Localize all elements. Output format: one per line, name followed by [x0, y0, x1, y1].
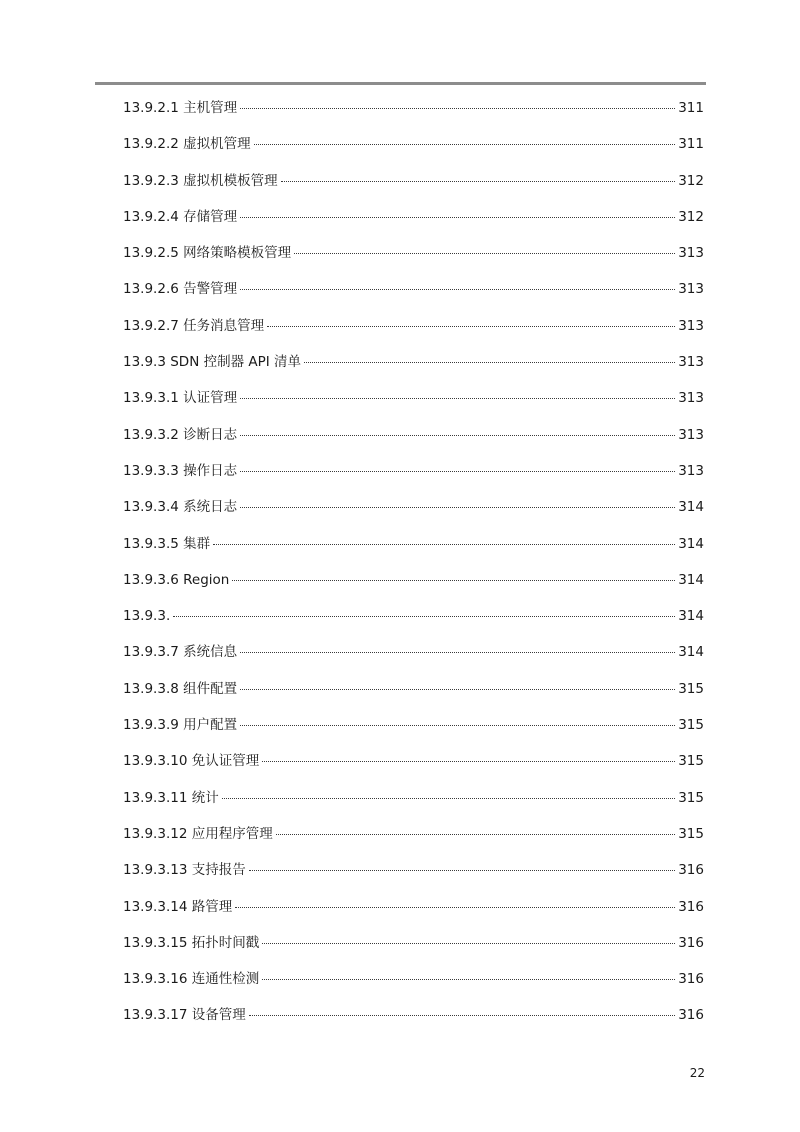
toc-entry-page: 315	[678, 717, 704, 734]
toc-entry-page: 313	[678, 245, 704, 262]
toc-entry-title: 13.9.3.8 组件配置	[123, 680, 238, 697]
toc-entry-page: 316	[678, 971, 704, 988]
toc-entry-page: 313	[678, 390, 704, 407]
toc-entry-page: 311	[678, 100, 704, 116]
toc-dot-leader	[304, 352, 675, 363]
toc-entry[interactable]	[123, 822, 704, 858]
toc-dot-leader	[262, 751, 675, 762]
toc-entry[interactable]	[123, 495, 704, 531]
table-of-contents	[123, 96, 704, 1040]
toc-dot-leader	[262, 933, 675, 944]
toc-dot-leader	[240, 461, 675, 472]
toc-dot-leader	[240, 497, 675, 508]
toc-dot-leader	[235, 897, 675, 908]
toc-entry-title: 13.9.3.	[123, 608, 171, 625]
toc-entry-title: 13.9.2.6 告警管理	[123, 281, 238, 298]
toc-entry-title: 13.9.3.13 支持报告	[123, 862, 246, 879]
toc-entry-page: 313	[678, 281, 704, 298]
page-number: 22	[689, 1066, 705, 1080]
toc-entry-title: 13.9.3.14 路管理	[123, 898, 233, 915]
toc-entry[interactable]	[123, 604, 704, 640]
toc-entry-title: 13.9.2.3 虚拟机模板管理	[123, 172, 278, 189]
toc-entry[interactable]	[123, 640, 704, 676]
toc-dot-leader	[249, 860, 676, 871]
toc-entry[interactable]	[123, 967, 704, 1003]
toc-entry-page: 313	[678, 317, 704, 334]
toc-entry-title: 13.9.3 SDN 控制器 API 清单	[123, 354, 302, 371]
toc-entry[interactable]	[123, 96, 704, 132]
toc-entry[interactable]	[123, 169, 704, 205]
toc-entry-page: 316	[678, 1007, 704, 1024]
toc-entry[interactable]	[123, 786, 704, 822]
toc-dot-leader	[254, 134, 676, 145]
toc-dot-leader	[232, 570, 675, 581]
toc-entry-title: 13.9.2.7 任务消息管理	[123, 317, 265, 334]
toc-entry-page: 316	[678, 898, 704, 915]
toc-dot-leader	[240, 98, 675, 109]
toc-entry-title: 13.9.3.9 用户配置	[123, 717, 238, 734]
toc-entry-page: 312	[678, 172, 704, 189]
toc-entry[interactable]	[123, 749, 704, 785]
toc-entry[interactable]	[123, 350, 704, 386]
toc-entry[interactable]	[123, 677, 704, 713]
toc-entry-title: 13.9.3.4 系统日志	[123, 499, 238, 516]
toc-entry[interactable]	[123, 314, 704, 350]
toc-entry-title: 13.9.3.11 统计	[123, 789, 219, 806]
toc-entry-title: 13.9.3.1 认证管理	[123, 390, 238, 407]
toc-dot-leader	[240, 279, 675, 290]
toc-entry-page: 314	[678, 535, 704, 552]
toc-entry-title: 13.9.3.5 集群	[123, 535, 211, 552]
toc-entry-title: 13.9.3.3 操作日志	[123, 462, 238, 479]
toc-dot-leader	[240, 642, 675, 653]
toc-entry-page: 316	[678, 934, 704, 951]
toc-entry-page: 314	[678, 608, 704, 625]
toc-entry-page: 314	[678, 571, 704, 588]
toc-entry[interactable]	[123, 1003, 704, 1039]
toc-entry-title: 13.9.3.15 拓扑时间戳	[123, 934, 260, 951]
toc-entry[interactable]	[123, 931, 704, 967]
toc-entry-page: 315	[678, 825, 704, 842]
toc-dot-leader	[240, 679, 675, 690]
toc-entry-page: 315	[678, 789, 704, 806]
toc-entry-page: 313	[678, 426, 704, 443]
toc-entry[interactable]	[123, 532, 704, 568]
toc-entry[interactable]	[123, 459, 704, 495]
toc-entry-title: 13.9.3.12 应用程序管理	[123, 825, 273, 842]
toc-dot-leader	[240, 388, 675, 399]
toc-entry[interactable]	[123, 205, 704, 241]
toc-dot-leader	[173, 606, 675, 617]
toc-entry-title: 13.9.3.16 连通性检测	[123, 971, 260, 988]
toc-dot-leader	[222, 788, 676, 799]
toc-entry[interactable]	[123, 713, 704, 749]
toc-entry-page: 312	[678, 208, 704, 225]
toc-entry-title: 13.9.3.17 设备管理	[123, 1007, 246, 1024]
toc-entry-title: 13.9.2.5 网络策略模板管理	[123, 245, 292, 262]
toc-entry[interactable]	[123, 858, 704, 894]
toc-dot-leader	[249, 1005, 676, 1016]
toc-entry-title: 13.9.3.6 Region	[123, 571, 230, 588]
toc-dot-leader	[213, 534, 675, 545]
toc-entry[interactable]	[123, 895, 704, 931]
toc-dot-leader	[294, 243, 675, 254]
toc-dot-leader	[276, 824, 676, 835]
toc-entry-title: 13.9.3.10 免认证管理	[123, 753, 260, 770]
toc-entry-title: 13.9.2.1 主机管理	[123, 100, 238, 116]
toc-entry-page: 314	[678, 644, 704, 661]
toc-entry-title: 13.9.2.4 存储管理	[123, 208, 238, 225]
toc-entry[interactable]	[123, 423, 704, 459]
toc-entry[interactable]	[123, 132, 704, 168]
toc-dot-leader	[240, 425, 675, 436]
toc-dot-leader	[267, 316, 675, 327]
header-rule	[95, 82, 706, 85]
toc-entry-title: 13.9.3.7 系统信息	[123, 644, 238, 661]
toc-entry-page: 316	[678, 862, 704, 879]
toc-entry-page: 315	[678, 680, 704, 697]
toc-entry-page: 315	[678, 753, 704, 770]
toc-dot-leader	[240, 207, 675, 218]
toc-entry-title: 13.9.3.2 诊断日志	[123, 426, 238, 443]
toc-entry[interactable]	[123, 386, 704, 422]
toc-entry[interactable]	[123, 277, 704, 313]
toc-entry[interactable]	[123, 568, 704, 604]
toc-entry-page: 313	[678, 354, 704, 371]
toc-entry-page: 313	[678, 462, 704, 479]
toc-dot-leader	[262, 969, 675, 980]
toc-entry-title: 13.9.2.2 虚拟机管理	[123, 136, 251, 153]
toc-dot-leader	[281, 171, 676, 182]
toc-entry-page: 314	[678, 499, 704, 516]
toc-entry-page: 311	[678, 136, 704, 153]
toc-entry[interactable]	[123, 241, 704, 277]
toc-dot-leader	[240, 715, 675, 726]
